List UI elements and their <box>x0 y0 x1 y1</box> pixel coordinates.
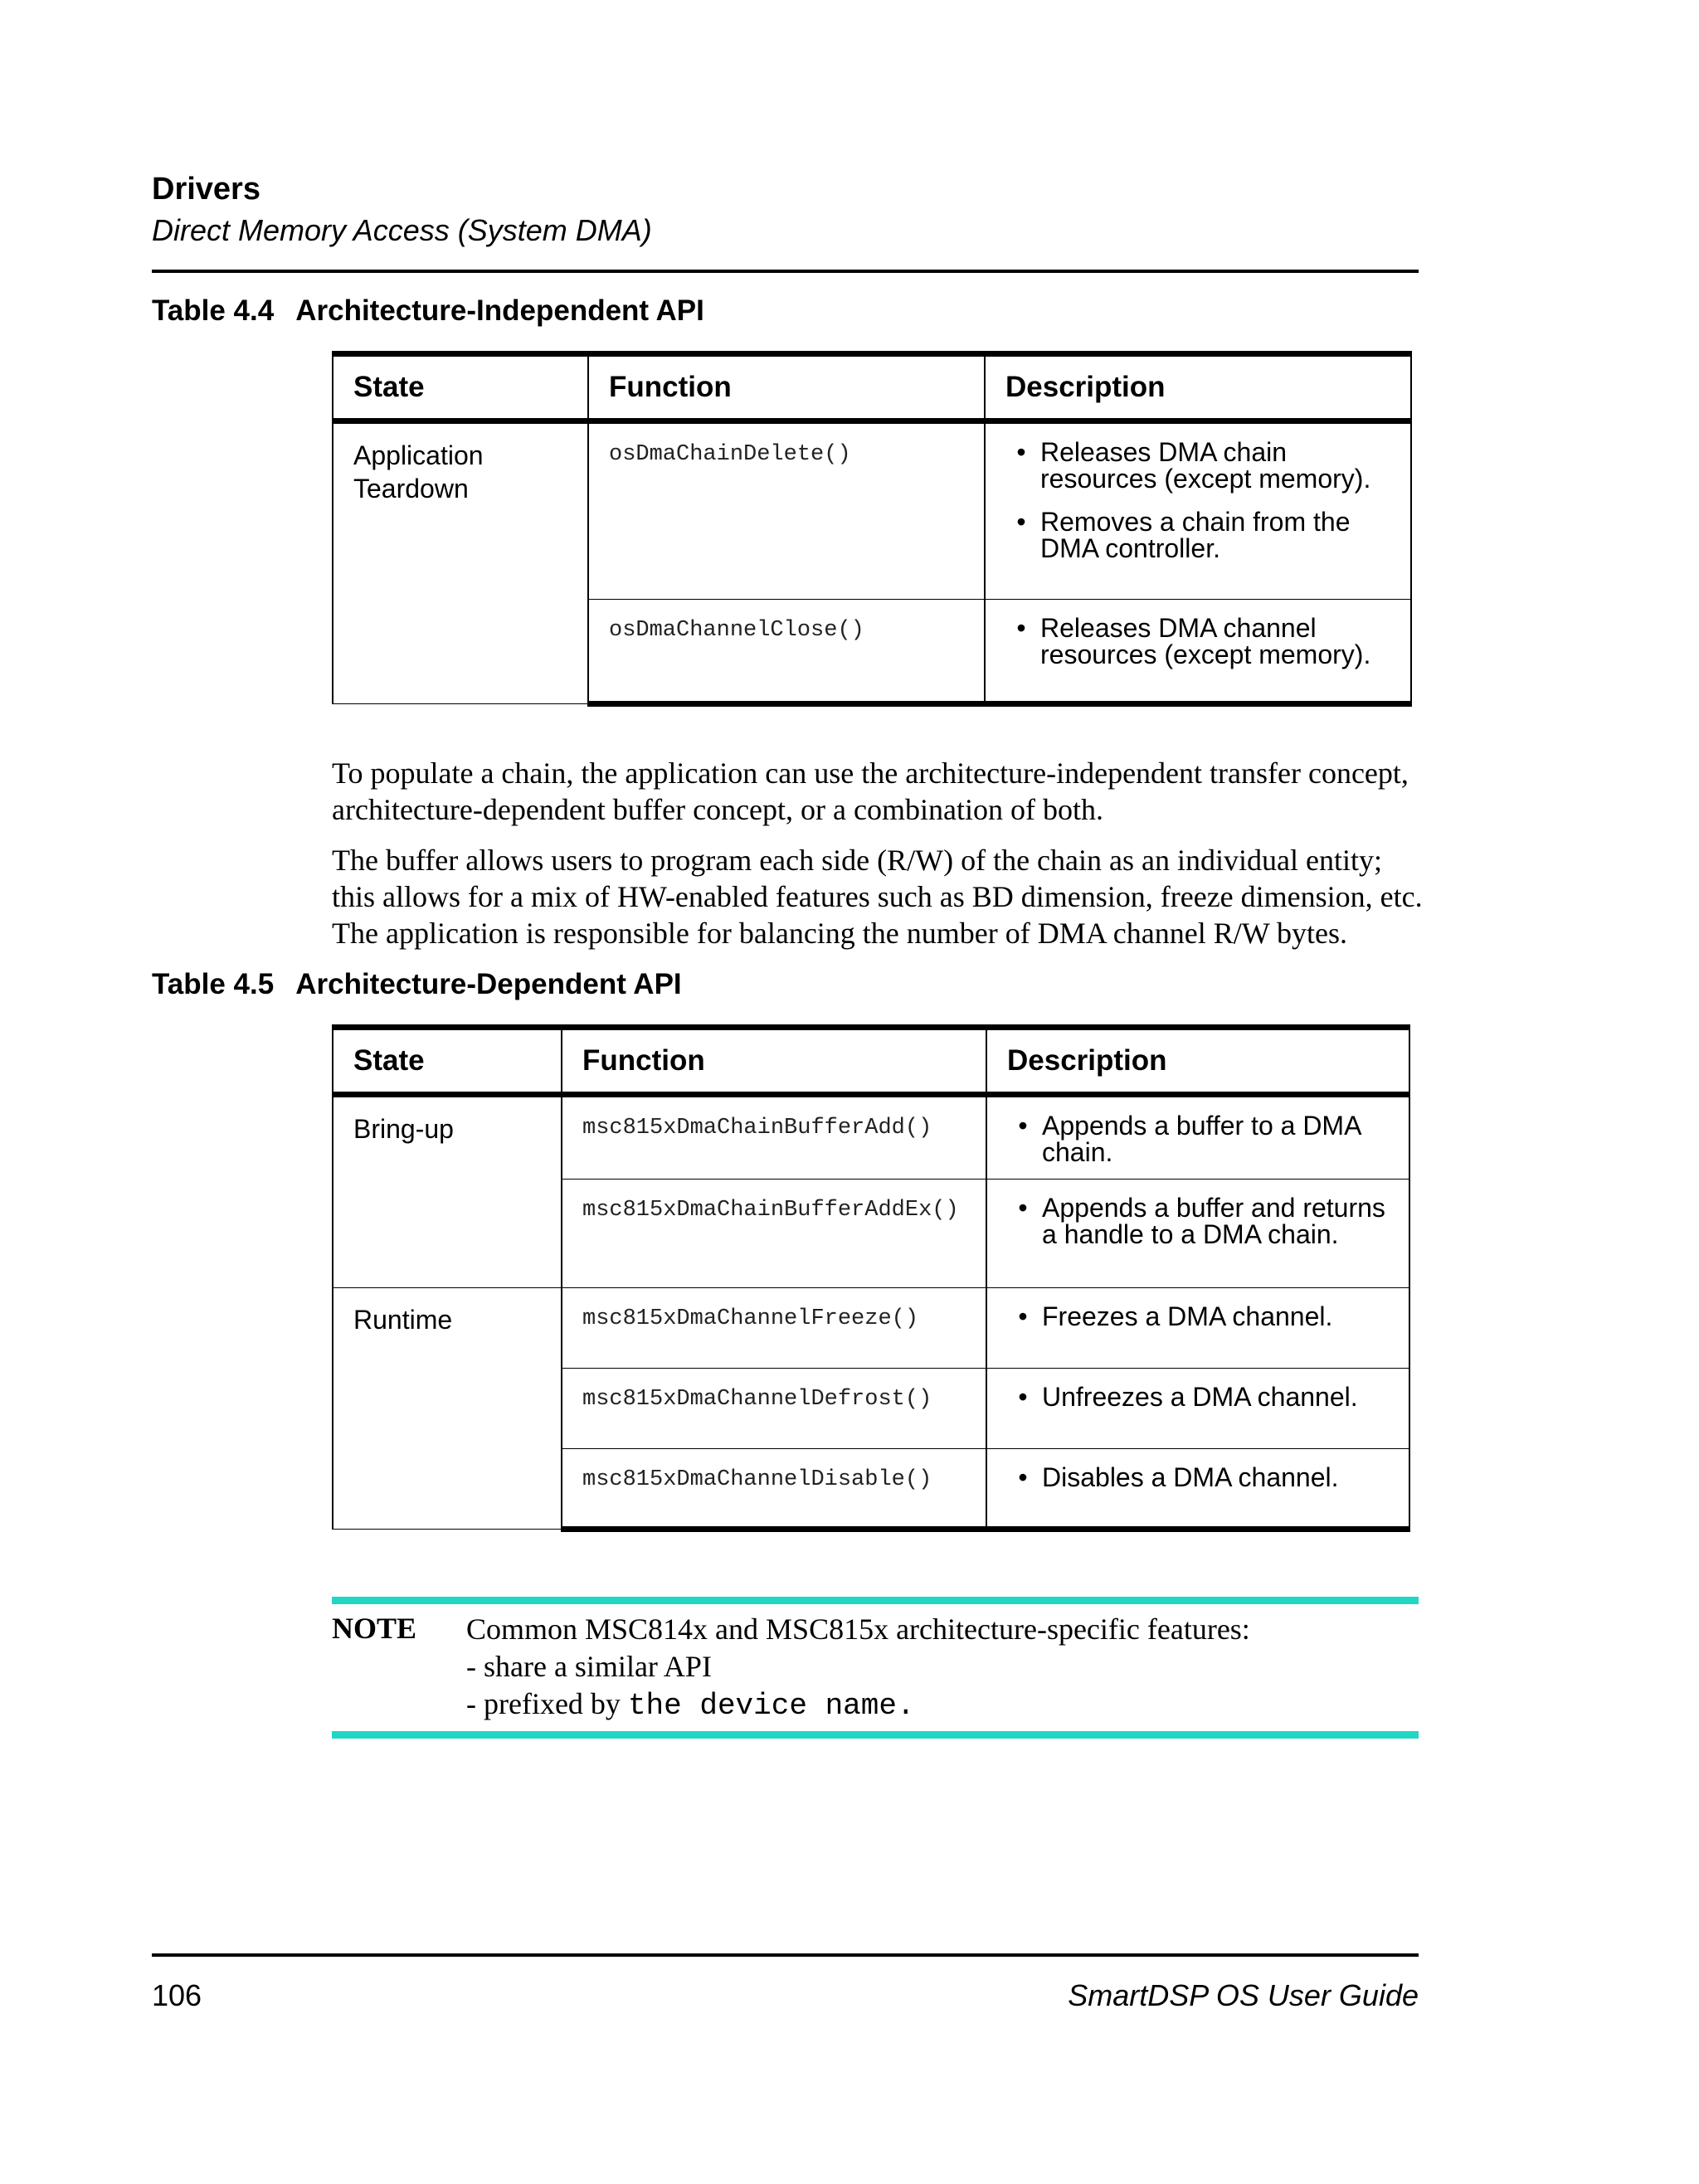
table-row <box>333 1095 1409 1180</box>
body-paragraph: To populate a chain, the application can use the architecture-independent transfer concept, architecture-dependent buffer concept, or a combination of both. <box>332 756 1409 826</box>
table-4-5 <box>332 1024 1410 1532</box>
column-header-function: Function <box>562 1028 986 1095</box>
bullet-icon: • <box>1016 507 1026 537</box>
description-cell <box>986 1449 1409 1530</box>
column-header-function: Function <box>588 354 985 421</box>
section-title: Direct Memory Access (System DMA) <box>152 213 652 247</box>
bullet-icon: • <box>1018 1111 1028 1141</box>
table-4-4 <box>332 351 1412 707</box>
bullet-item: • Appends a buffer to a DMA chain. <box>1004 1112 1389 1165</box>
column-header-description: Description <box>986 1028 1409 1095</box>
guide-title: SmartDSP OS User Guide <box>1068 1978 1419 2012</box>
note-text <box>466 1611 1250 1724</box>
bullet-item: • Releases DMA channel resources (except memory). <box>1002 615 1390 668</box>
table-row <box>333 421 1411 600</box>
table-header-row <box>333 354 1411 421</box>
function-cell: msc815xDmaChainBufferAddEx() <box>562 1180 986 1288</box>
state-cell: Bring-up <box>333 1095 562 1288</box>
note-line <box>466 1685 1250 1724</box>
bullet-item: • Removes a chain from the DMA controller. <box>1002 508 1390 562</box>
note-bottom-bar <box>332 1731 1419 1739</box>
note-line: Common MSC814x and MSC815x architecture-specific features: <box>466 1612 1250 1646</box>
table-4-4-caption <box>152 294 704 328</box>
bullet-item: • Appends a buffer and returns a handle to a DMA chain. <box>1004 1194 1389 1248</box>
bullet-icon: • <box>1016 437 1026 467</box>
state-cell: Application Teardown <box>333 421 588 704</box>
table-header-row <box>333 1028 1409 1095</box>
description-cell <box>985 421 1411 600</box>
footer-rule <box>152 1953 1419 1957</box>
state-cell: Runtime <box>333 1288 562 1530</box>
note-line: - share a similar API <box>466 1650 712 1683</box>
note-label: NOTE <box>332 1612 417 1645</box>
table-title: Architecture-Independent API <box>295 294 704 327</box>
bullet-item: • Releases DMA chain resources (except memory). <box>1002 439 1390 492</box>
page-number: 106 <box>152 1978 202 2012</box>
description-cell <box>986 1180 1409 1288</box>
bullet-icon: • <box>1018 1301 1028 1331</box>
column-header-state: State <box>333 354 588 421</box>
function-cell: msc815xDmaChannelDisable() <box>562 1449 986 1530</box>
column-header-description: Description <box>985 354 1411 421</box>
description-cell <box>985 600 1411 704</box>
table-row <box>333 1288 1409 1369</box>
function-cell: msc815xDmaChannelFreeze() <box>562 1288 986 1369</box>
function-cell: msc815xDmaChannelDefrost() <box>562 1369 986 1449</box>
note-top-bar <box>332 1597 1419 1604</box>
header-rule <box>152 270 1419 273</box>
description-cell <box>986 1288 1409 1369</box>
column-header-state: State <box>333 1028 562 1095</box>
table-number: Table 4.4 <box>152 294 275 327</box>
bullet-icon: • <box>1018 1382 1028 1412</box>
bullet-icon: • <box>1018 1462 1028 1492</box>
bullet-icon: • <box>1016 613 1026 643</box>
function-cell: osDmaChannelClose() <box>588 600 985 704</box>
note-code: the device name. <box>627 1689 915 1723</box>
function-cell: msc815xDmaChainBufferAdd() <box>562 1095 986 1180</box>
bullet-item: • Disables a DMA channel. <box>1004 1464 1389 1491</box>
table-4-5-caption <box>152 968 682 1001</box>
note-line-prefix: - prefixed by <box>466 1687 628 1720</box>
table-number: Table 4.5 <box>152 968 275 1000</box>
description-cell <box>986 1095 1409 1180</box>
body-paragraph: The buffer allows users to program each side (R/W) of the chain as an individual entity; this allows for a mix of HW-enabled features such as BD dimension, freeze dimension, etc. The application is responsible for balancing the number of DMA channel R/W bytes. <box>332 844 1423 950</box>
table-title: Architecture-Dependent API <box>295 968 682 1000</box>
description-cell <box>986 1369 1409 1449</box>
function-cell: osDmaChainDelete() <box>588 421 985 600</box>
bullet-item: • Freezes a DMA channel. <box>1004 1303 1389 1330</box>
chapter-title: Drivers <box>152 172 260 207</box>
bullet-icon: • <box>1018 1193 1028 1223</box>
bullet-item: • Unfreezes a DMA channel. <box>1004 1384 1389 1410</box>
